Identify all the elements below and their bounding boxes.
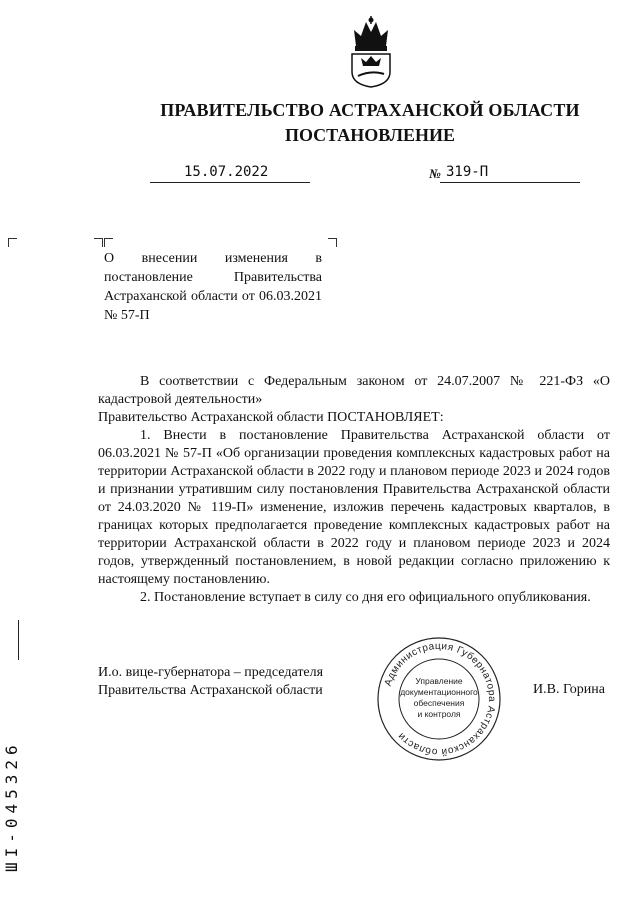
stamp-line-3: обеспечения: [413, 698, 465, 708]
signatory-position-line-2: Правительства Астраханской области: [98, 683, 323, 698]
resolution-line: Правительство Астраханской области ПОСТАНОВЛЯЕТ:: [98, 410, 444, 425]
document-subject: О внесении изменения в постановление Правительства Астраханской области от 06.03.2021 № 57-П: [104, 251, 322, 323]
corner-mark: [8, 238, 17, 247]
document-date: 15.07.2022: [184, 164, 269, 180]
corner-mark: [104, 238, 113, 247]
astrakhan-coat-of-arms-icon: [346, 16, 396, 88]
form-serial-number: ШІ-045326: [2, 740, 21, 872]
document-type: ПОСТАНОВЛЕНИЕ: [284, 125, 456, 145]
government-title: ПРАВИТЕЛЬСТВО АСТРАХАНСКОЙ ОБЛАСТИ: [160, 100, 580, 120]
item-2-paragraph: 2. Постановление вступает в силу со дня его официального опубликования.: [140, 590, 591, 605]
margin-rule: [18, 620, 19, 660]
document-body: [98, 373, 610, 607]
document-number: 319-П: [446, 164, 489, 180]
stamp-line-1: Управление: [415, 676, 463, 686]
date-underline: [150, 182, 310, 183]
signatory-position: [98, 664, 323, 700]
number-underline: [440, 182, 580, 183]
signatory-name: И.В. Горина: [533, 682, 606, 697]
preamble-paragraph: В соответствии с Федеральным законом от 24.07.2007 № 221-ФЗ «О кадастровой деятельности»: [98, 374, 610, 407]
signatory-position-line-1: И.о. вице-губернатора – председателя: [98, 665, 324, 680]
number-label: №: [429, 166, 441, 181]
item-1-paragraph: 1. Внести в постановление Правительства Астраханской области от 06.03.2021 № 57-П «Об организации проведения комплексных кадастровых работ на территории Астраханской области в 2022 году и плановом периоде 2023 и 2024 годов и признании утратившим силу постановления Правительства Астраханской области от 24.03.2020 № 119-П» изменение, изложив перечень кадастровых кварталов, в границах которых предполагается проведение комплексных кадастровых работ на территории Астраханской области в 2022 году и плановом периоде 2023 и 2024 годов, утвержденный постановлением, в новой редакции согласно приложению к настоящему постановлению.: [98, 428, 610, 587]
corner-mark: [94, 238, 103, 247]
stamp-line-4: и контроля: [417, 709, 461, 719]
stamp-line-2: документационного: [400, 687, 478, 697]
official-stamp: [376, 636, 502, 762]
stamp-ring-text: Администрация Губернатора Астраханской области: [382, 640, 498, 758]
corner-mark: [328, 238, 337, 247]
